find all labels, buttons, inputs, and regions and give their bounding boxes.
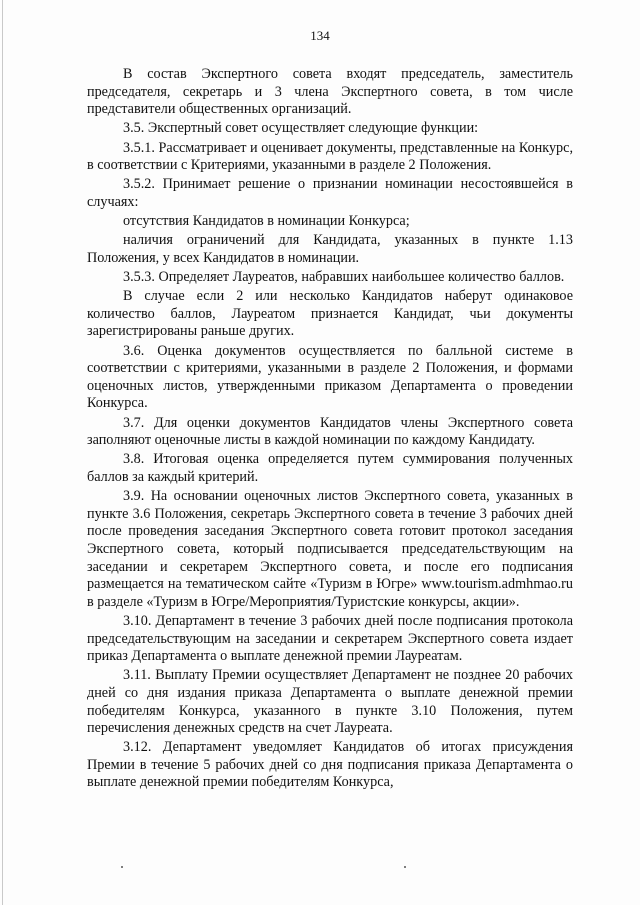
paragraph-case-no-candidates: отсутствия Кандидатов в номинации Конкурса;	[123, 213, 410, 230]
scan-speck	[404, 866, 406, 868]
paragraph-expert-council-composition: В состав Экспертного совета входят председатель, заместитель председателя, секретарь и 3 члена Экспертного совета, в том числе представители общественных организаций.	[87, 66, 573, 118]
paragraph-3-5-3: 3.5.3. Определяет Лауреатов, набравших наибольшее количество баллов.	[123, 269, 565, 286]
paragraph-3-12: 3.12. Департамент уведомляет Кандидатов об итогах присуждения Премии в течение 5 рабочих дней со дня подписания приказа Департамента о выплате денежной премии победителям Конкурса,	[87, 739, 573, 791]
paragraph-3-5-2: 3.5.2. Принимает решение о признании номинации несостоявшейся в случаях:	[87, 176, 573, 210]
paragraph-case-restrictions: наличия ограничений для Кандидата, указанных в пункте 1.13 Положения, у всех Кандидатов в номинации.	[87, 232, 573, 266]
paragraph-3-5: 3.5. Экспертный совет осуществляет следующие функции:	[123, 120, 479, 137]
paragraph-3-10: 3.10. Департамент в течение 3 рабочих дней после подписания протокола председательствующим на заседании и секретарем Экспертного совета издает приказ Департамента о выплате денежной премии Лауреатам.	[87, 612, 573, 665]
paragraph-3-6: 3.6. Оценка документов осуществляется по балльной системе в соответствии с критериями, указанными в разделе 2 Положения, и формами оценочных листов, утвержденными приказом Департамента о проведении Конкурса.	[87, 342, 573, 412]
paragraph-3-9: 3.9. На основании оценочных листов Экспертного совета, указанных в пункте 3.6 Положения, секретарь Экспертного совета в течение 3 рабочих дней после проведения заседания Экспертного совета готовит протокол заседания Экспертного совета, который подписывается председательствующим на заседании и секретарем Экспертного совета, и после его подписания размещается на тематическом сайте «Туризм в Югре» www.tourism.admhmao.ru в разделе «Туризм в Югре/Мероприятия/Туристские конкурсы, акции».	[87, 488, 573, 610]
document-body	[87, 66, 573, 794]
paragraph-equal-scores: В случае если 2 или несколько Кандидатов наберут одинаковое количество баллов, Лауреатом признается Кандидат, чьи документы зарегистрированы раньше других.	[87, 288, 573, 340]
scan-speck	[121, 866, 123, 868]
scan-edge-line	[2, 0, 3, 905]
paragraph-3-7: 3.7. Для оценки документов Кандидатов члены Экспертного совета заполняют оценочные листы в каждой номинации по каждому Кандидату.	[87, 414, 573, 449]
paragraph-3-11: 3.11. Выплату Премии осуществляет Департамент не позднее 20 рабочих дней со дня издания приказа Департамента о выплате денежной премии победителям Конкурса, указанного в пункте 3.10 Положения, путем перечисления денежных средств на счет Лауреата.	[87, 667, 573, 737]
paragraph-3-5-1: 3.5.1. Рассматривает и оценивает документы, представленные на Конкурс, в соответствии с Критериями, указанными в разделе 2 Положения.	[87, 139, 573, 174]
paragraph-3-8: 3.8. Итоговая оценка определяется путем суммирования полученных баллов за каждый критерий.	[87, 451, 573, 485]
page-number: 134	[310, 28, 330, 43]
